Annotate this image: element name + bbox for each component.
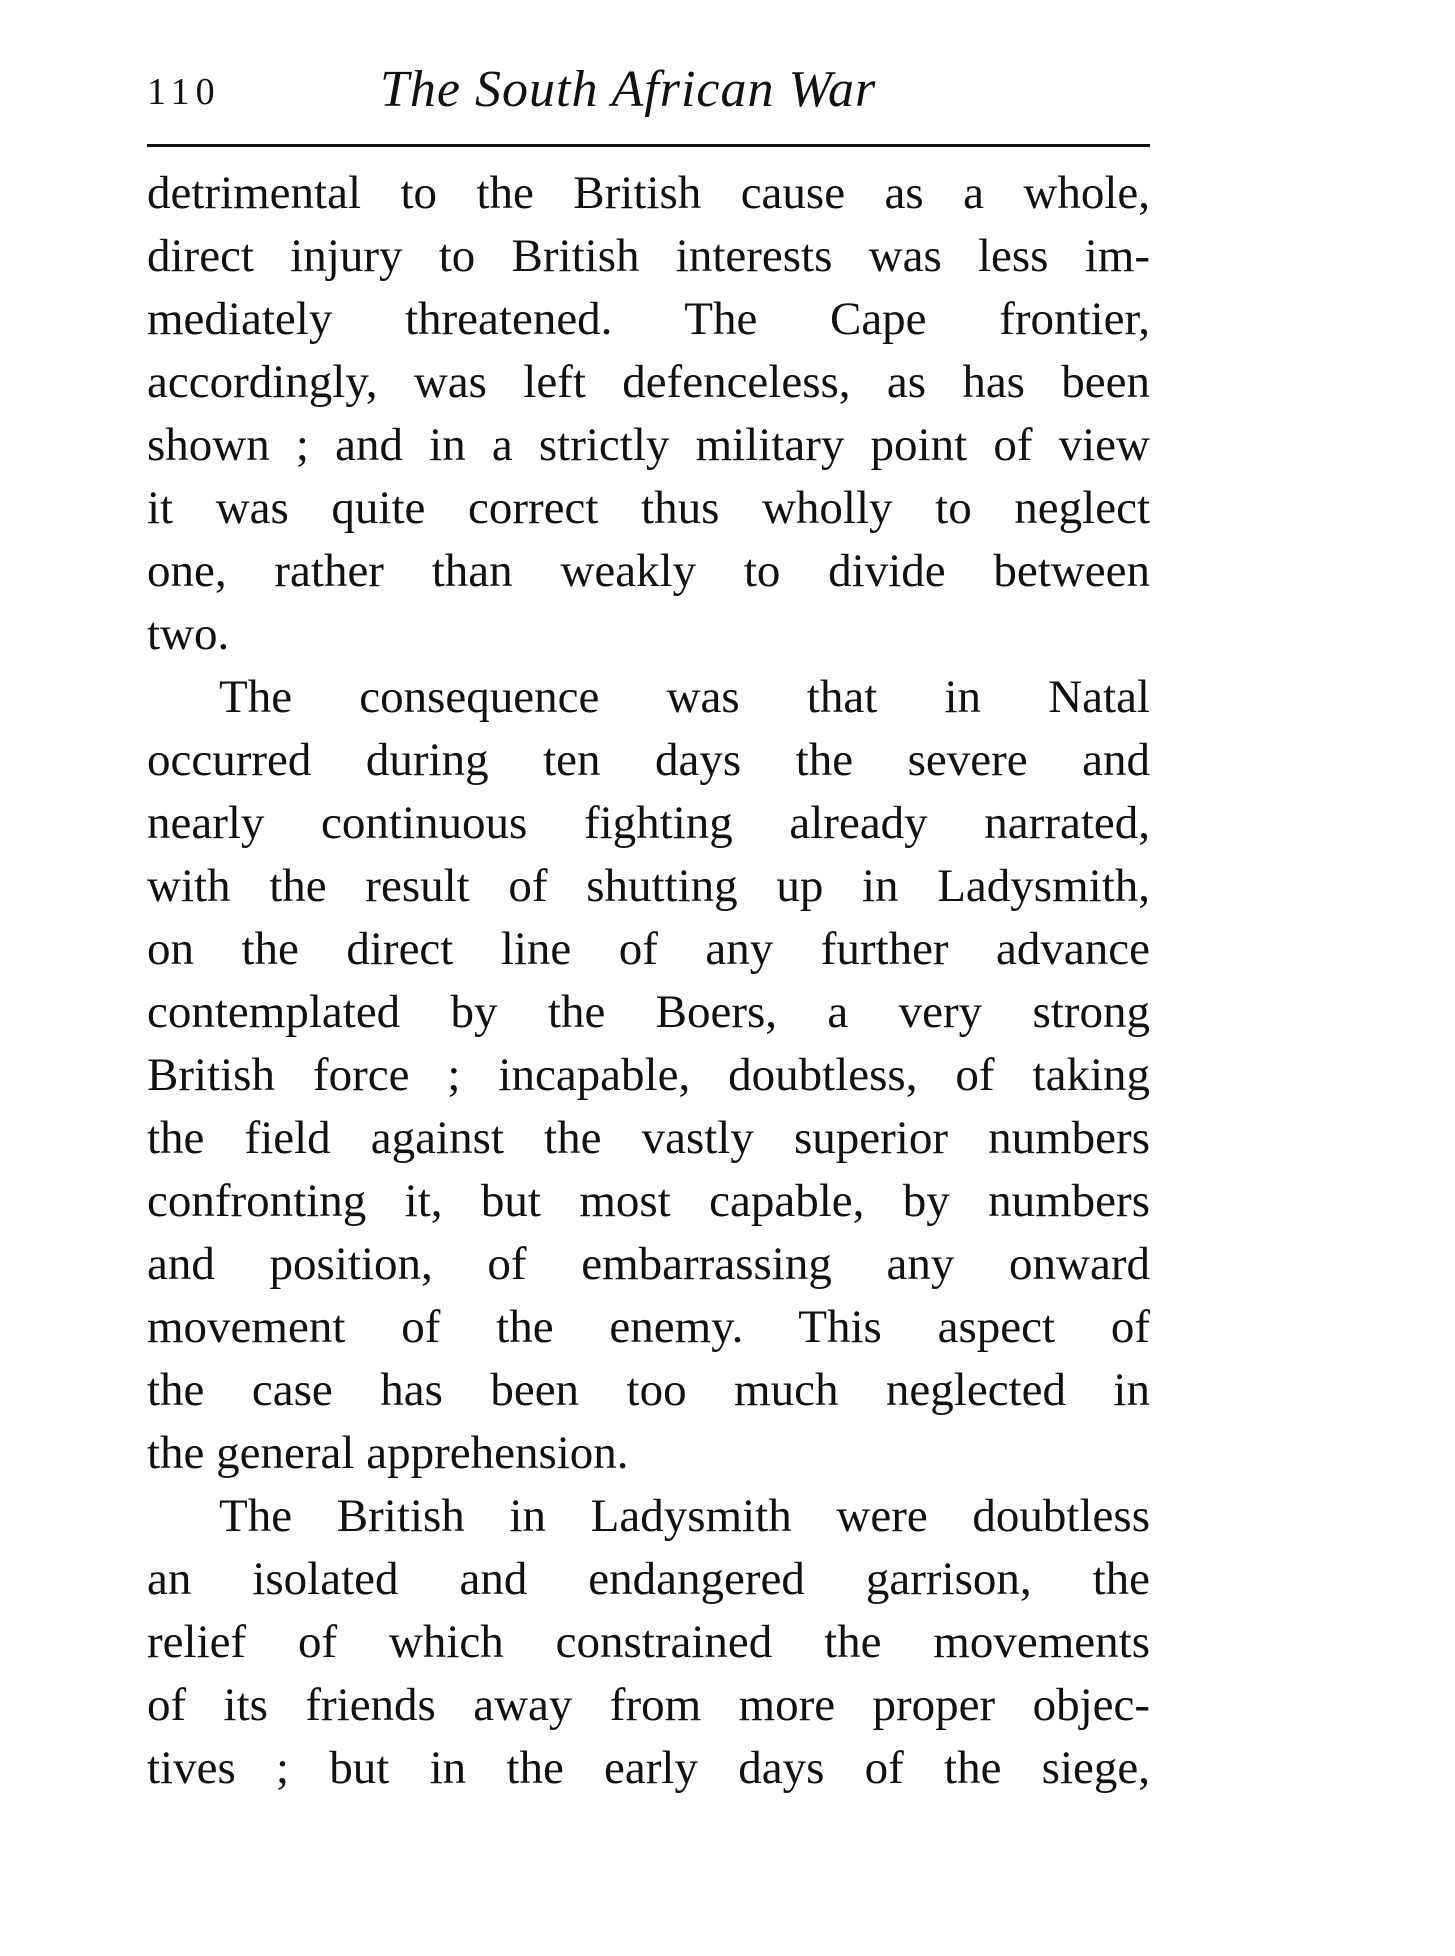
text-line: it was quite correct thus wholly to neglect xyxy=(147,482,1150,534)
text-line: relief of which constrained the movements xyxy=(147,1616,1150,1668)
text-line: on the direct line of any further advance xyxy=(147,923,1150,975)
text-line: and position, of embarrassing any onward xyxy=(147,1238,1150,1290)
text-line: movement of the enemy. This aspect of xyxy=(147,1301,1150,1353)
text-line: the case has been too much neglected in xyxy=(147,1364,1150,1416)
text-line: contemplated by the Boers, a very strong xyxy=(147,986,1150,1038)
text-line: The British in Ladysmith were doubtless xyxy=(219,1490,1150,1542)
paragraph xyxy=(147,666,1150,1485)
text-line: one, rather than weakly to divide between xyxy=(147,545,1150,597)
paragraph xyxy=(147,1485,1150,1800)
text-line: British force ; incapable, doubtless, of taking xyxy=(147,1049,1150,1101)
text-line: of its friends away from more proper objec- xyxy=(147,1679,1150,1731)
text-line: shown ; and in a strictly military point of view xyxy=(147,419,1150,471)
text-line: confronting it, but most capable, by numbers xyxy=(147,1175,1150,1227)
text-line: an isolated and endangered garrison, the xyxy=(147,1553,1150,1605)
text-line: two. xyxy=(147,608,230,660)
running-title: The South African War xyxy=(380,61,877,118)
running-head xyxy=(147,62,1150,122)
paragraph xyxy=(147,162,1150,666)
text-line: detrimental to the British cause as a whole, xyxy=(147,167,1150,219)
text-line: the general apprehension. xyxy=(147,1427,629,1479)
text-line: nearly continuous fighting already narrated, xyxy=(147,797,1150,849)
text-line: direct injury to British interests was less im- xyxy=(147,230,1150,282)
text-line: the field against the vastly superior numbers xyxy=(147,1112,1150,1164)
text-line: tives ; but in the early days of the siege, xyxy=(147,1742,1150,1794)
page-number: 110 xyxy=(147,71,221,113)
text-line: mediately threatened. The Cape frontier, xyxy=(147,293,1150,345)
text-line: occurred during ten days the severe and xyxy=(147,734,1150,786)
text-line: with the result of shutting up in Ladysmith, xyxy=(147,860,1150,912)
text-line: The consequence was that in Natal xyxy=(219,671,1150,723)
text-line: accordingly, was left defenceless, as has been xyxy=(147,356,1150,408)
body-text xyxy=(147,162,1150,1800)
header-rule xyxy=(147,144,1150,147)
